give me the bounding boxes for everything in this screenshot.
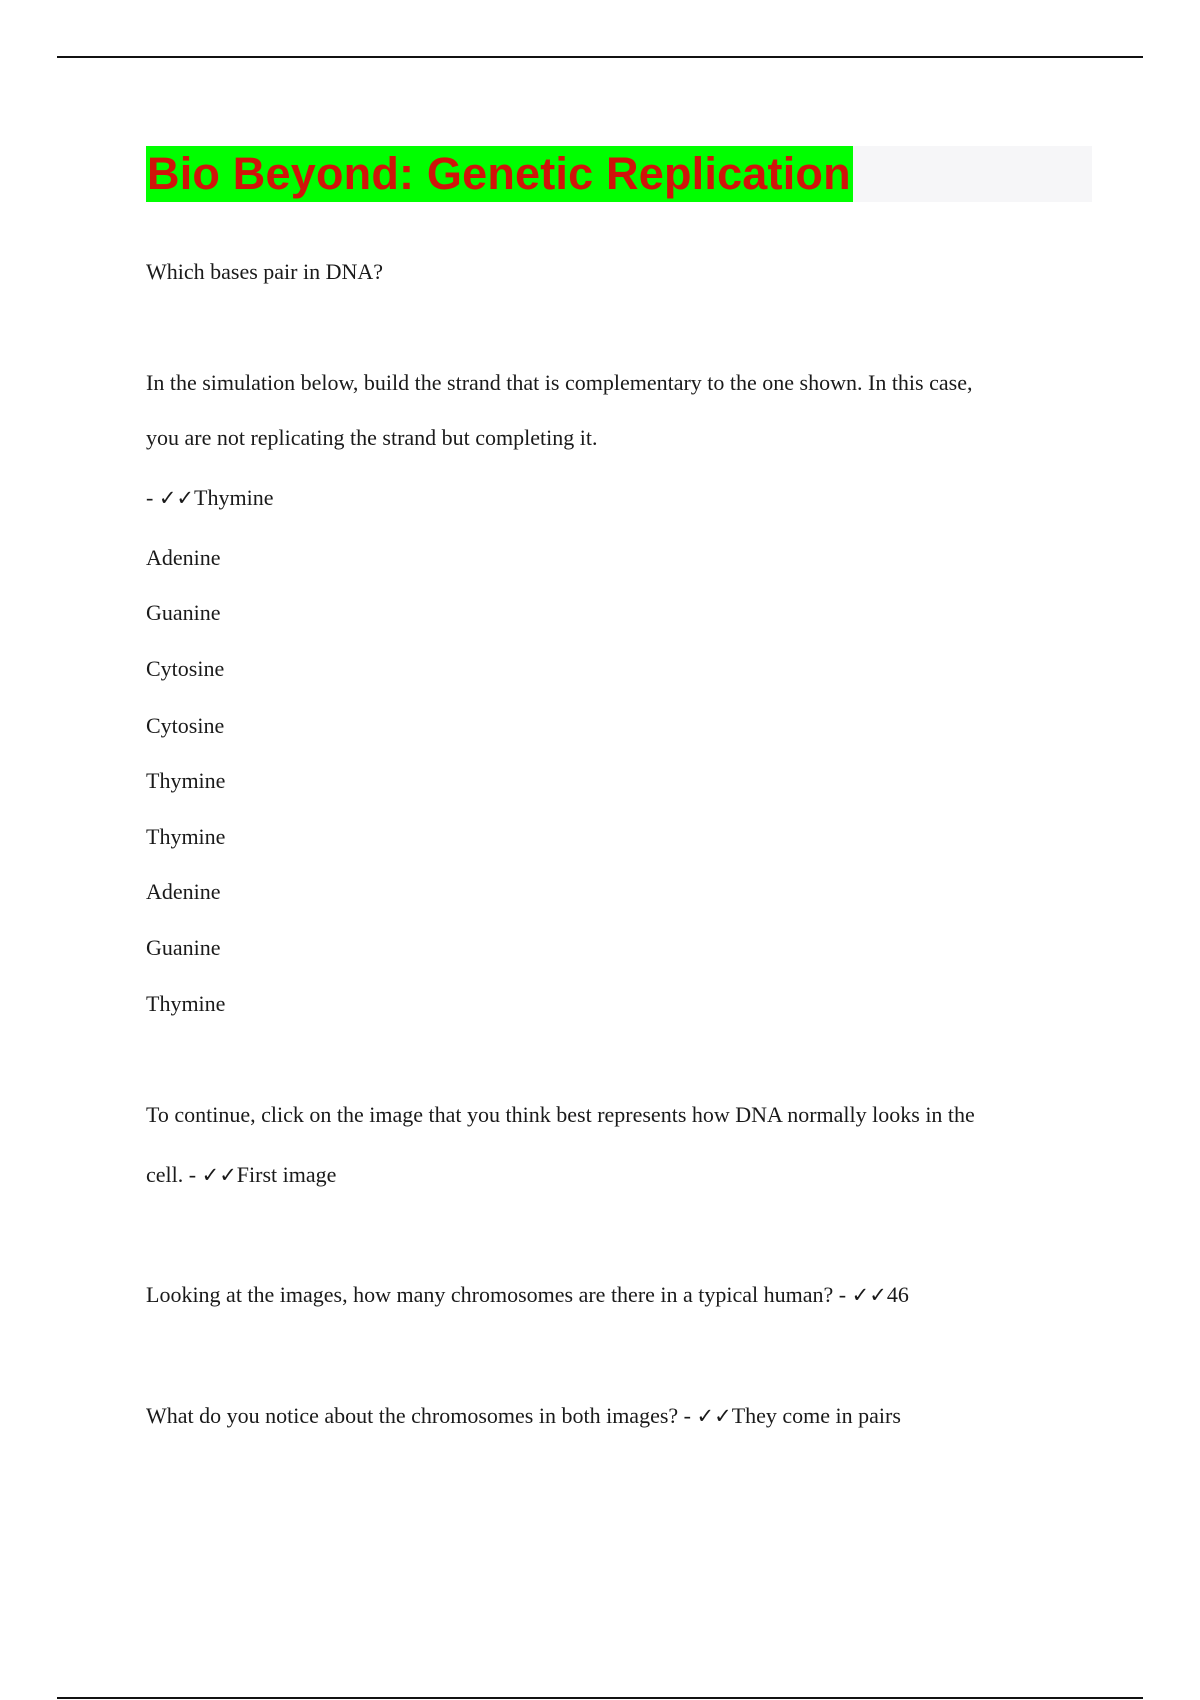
base-item: Cytosine [146, 656, 225, 681]
question-dna-image-line-1: To continue, click on the image that you think best represents how DNA normally looks in the [146, 1102, 975, 1127]
document-title: Bio Beyond: Genetic Replication [146, 146, 853, 202]
checkmark-icon: ✓✓ [201, 1163, 237, 1187]
answer-text: Thymine [194, 485, 274, 510]
checkmark-icon: ✓✓ [696, 1404, 732, 1428]
base-item: Thymine [146, 768, 226, 793]
base-item: Thymine [146, 824, 226, 849]
answer-text: They come in pairs [731, 1403, 901, 1428]
checkmark-icon: ✓✓ [851, 1283, 887, 1307]
top-rule [57, 56, 1143, 58]
question-text: What do you notice about the chromosomes in both images? - [146, 1403, 697, 1428]
answer-text: 46 [886, 1282, 909, 1307]
base-item: Thymine [146, 991, 226, 1016]
answer-text: First image [236, 1162, 337, 1187]
instructions-line-2: you are not replicating the strand but completing it. [146, 425, 598, 450]
base-item: Cytosine [146, 713, 225, 738]
base-item: Guanine [146, 935, 221, 960]
question-chromosome-pairs [146, 1403, 901, 1429]
question-chromosome-count [146, 1282, 909, 1308]
answer-prefix: - [146, 485, 159, 510]
checkmark-icon: ✓✓ [158, 486, 195, 510]
instructions-line-1: In the simulation below, build the strand that is complementary to the one shown. In this case, [146, 370, 973, 395]
question-text: Looking at the images, how many chromosomes are there in a typical human? - [146, 1282, 852, 1307]
question-text: cell. - [146, 1162, 202, 1187]
base-item: Adenine [146, 879, 221, 904]
answer-first-base [146, 485, 273, 511]
question-dna-image-line-2 [146, 1162, 336, 1188]
bottom-rule [57, 1697, 1143, 1699]
question-base-pairs: Which bases pair in DNA? [146, 259, 384, 284]
base-item: Adenine [146, 545, 221, 570]
base-item: Guanine [146, 600, 221, 625]
